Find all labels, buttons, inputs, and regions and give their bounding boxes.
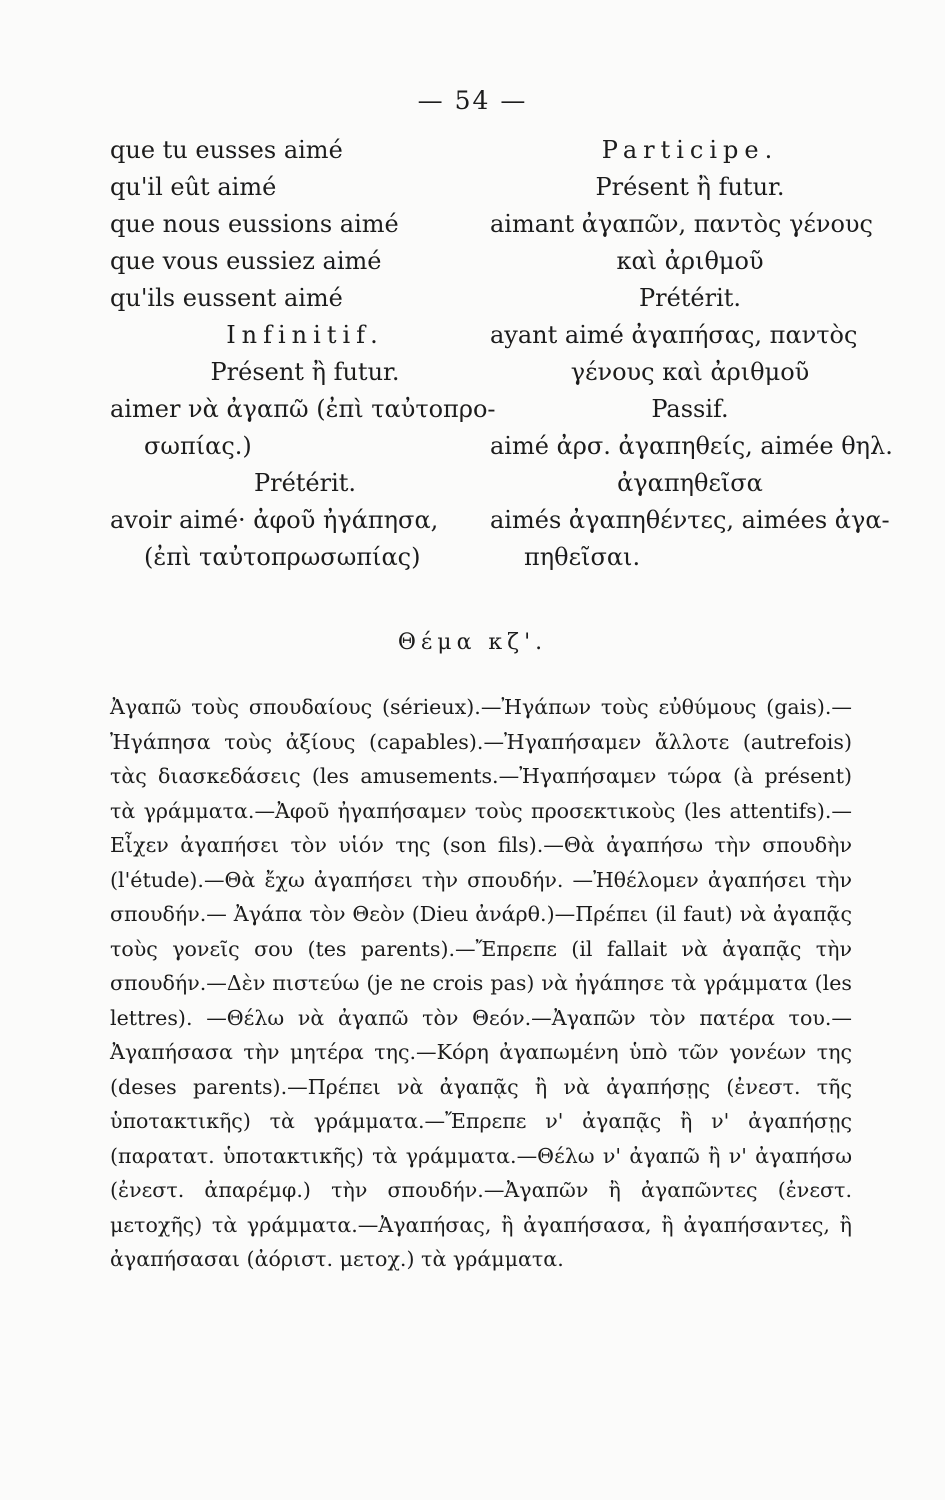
exercise-paragraph: Ἀγαπῶ τοὺς σπουδαίους (sérieux).—Ἠγάπων τοὺς εὐθύμους (gais).—Ἠγάπησα τοὺς ἀξίους (capables).—Ἠγαπήσαμεν ἄλλοτε (autrefois) τὰς διασκεδάσεις (les amusements.—Ἠγαπήσαμεν τώρα (à présent) τὰ γράμματα.—Ἀφοῦ ἠγαπήσαμεν τοὺς προσεκτικοὺς (les attentifs).—Εἶχεν ἀγαπήσει τὸν υἱόν της (son fils).—Θὰ ἀγαπήσω τὴν σπουδὴν (l'étude).—Θὰ ἔχω ἀγαπήσει τὴν σπουδήν. —Ἠθέλομεν ἀγαπήσει τὴν σπουδήν.— Ἀγάπα τὸν Θεὸν (Dieu ἀνάρθ.)—Πρέπει (il faut) νὰ ἀγαπᾷς τοὺς γονεῖς σου (tes parents).—Ἔπρεπε (il fallait νὰ ἀγαπᾷς τὴν σπουδήν.—Δὲν πιστεύω (je ne crois pas) νὰ ἠγάπησε τὰ γράμματα (les lettres). —Θέλω νὰ ἀγαπῶ τὸν Θεόν.—Ἀγαπῶν τὸν πατέρα του.—Ἀγαπήσασα τὴν μητέρα της.—Κόρη ἀγαπωμένη ὑπὸ τῶν γονέων της (deses parents).—Πρέπει νὰ ἀγαπᾷς ἢ νὰ ἀγαπήσῃς (ἐνεστ. τῆς ὑποτακτικῆς) τὰ γράμματα.—Ἔπρεπε ν' ἀγαπᾷς ἢ ν' ἀγαπήσῃς (παρατατ. ὑποτακτικῆς) τὰ γράμματα.—Θέλω ν' ἀγαπῶ ἢ ν' ἀγαπήσω (ἐνεστ. ἀπαρέμφ.) τὴν σπουδήν.—Ἀγαπῶν ἢ ἀγαπῶντες (ἐνεστ. μετοχῆς) τὰ γράμματα.—Ἀγαπήσας, ἢ ἀγαπήσασα, ἢ ἀγαπήσαντες, ἢ ἀγαπήσασαι (ἀόριστ. μετοχ.) τὰ γράμματα. <box>110 695 852 1271</box>
conjugation-line: que nous eussions aimé <box>110 210 399 238</box>
conjugation-line: qu'ils eussent aimé <box>110 284 343 312</box>
passif-heading: Passif. <box>651 395 729 423</box>
avoir-line-cont: (ἐπὶ ταὐτοπρωσωπίας) <box>144 543 421 571</box>
aimes-line: aimés ἀγαπηθέντες, aimées ἀγα- <box>490 506 890 534</box>
ayant-line-cont: γένους καὶ ἀριθμοῦ <box>570 358 810 386</box>
theme-title: Θέμα κζ'. <box>397 630 548 655</box>
aimant-line: aimant ἀγαπῶν, παντὸς γένους <box>490 210 873 238</box>
aimant-line-cont: καὶ ἀριθμοῦ <box>616 247 764 275</box>
ayant-line: ayant aimé ἀγαπήσας, παντὸς <box>490 321 858 349</box>
conjugation-line: que tu eusses aimé <box>110 136 343 164</box>
exercise-text <box>110 690 852 1277</box>
aime-line-cont: ἀγαπηθεῖσα <box>617 469 763 497</box>
page-number: — 54 — <box>417 86 528 115</box>
participe-heading: Participe. <box>601 136 779 164</box>
aime-line: aimé ἀρσ. ἀγαπηθείς, aimée θηλ. <box>490 432 893 460</box>
right-column <box>490 132 893 576</box>
aimes-line-cont: πηθεῖσαι. <box>524 543 641 571</box>
aimer-line: aimer νὰ ἀγαπῶ (ἐπὶ ταὐτοπρο- <box>110 395 496 423</box>
left-column <box>110 132 500 576</box>
preterit-heading: Prétérit. <box>253 469 357 497</box>
aimer-line-cont: σωπίας.) <box>144 432 252 460</box>
conjugation-line: qu'il eût aimé <box>110 173 277 201</box>
present-futur-heading: Présent ἢ futur. <box>595 173 785 201</box>
infinitif-heading: Infinitif. <box>226 321 384 349</box>
preterit-heading: Prétérit. <box>638 284 742 312</box>
conjugation-line: que vous eussiez aimé <box>110 247 382 275</box>
present-futur-heading: Présent ἢ futur. <box>210 358 400 386</box>
avoir-line: avoir aimé· ἀφοῦ ἠγάπησα, <box>110 506 439 534</box>
